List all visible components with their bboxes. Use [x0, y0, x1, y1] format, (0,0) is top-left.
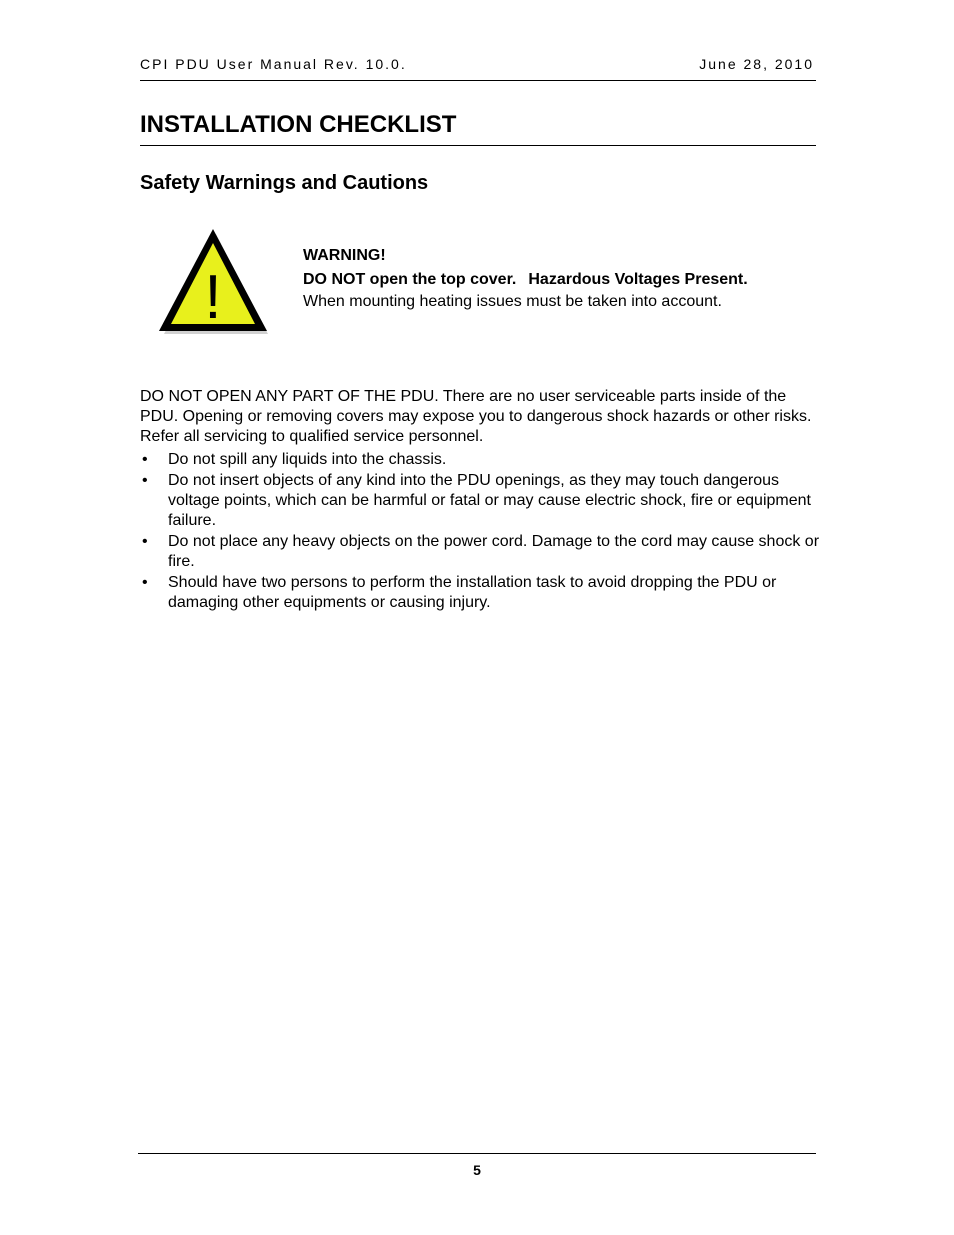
warning-top-cover: DO NOT open the top cover.	[303, 271, 517, 288]
list-item-text: Should have two persons to perform the installation task to avoid dropping the PDU or damaging other equipments or causing injury.	[168, 574, 777, 611]
list-item-text: Do not insert objects of any kind into the PDU openings, as they may touch dangerous voltage points, which can be harmful or fatal or may cause electric shock, fire or equipment failure.	[168, 472, 811, 529]
bullet-glyph: •	[142, 451, 148, 468]
list-item-text: Do not spill any liquids into the chassis.	[168, 451, 447, 468]
list-item	[140, 450, 820, 470]
section-heading: Safety Warnings and Cautions	[140, 172, 429, 194]
warning-heading: WARNING!	[303, 247, 386, 264]
list-item	[140, 573, 820, 613]
list-item	[140, 532, 820, 572]
page-footer	[138, 1153, 816, 1178]
warning-heating-note: When mounting heating issues must be taken into account.	[303, 293, 722, 310]
safety-bullet-list	[140, 450, 820, 614]
warning-hazard-line	[303, 269, 748, 291]
list-item	[140, 471, 820, 531]
warning-triangle-icon	[155, 225, 271, 337]
page-number: 5	[473, 1162, 481, 1178]
bullet-glyph: •	[142, 533, 148, 550]
header-date: June 28, 2010	[699, 56, 814, 72]
list-item-text: Do not place any heavy objects on the power cord. Damage to the cord may cause shock or fire.	[168, 533, 820, 570]
warning-exclamation-mark: !	[204, 263, 222, 332]
warning-hazardous-voltages: Hazardous Voltages Present.	[528, 271, 748, 288]
bullet-glyph: •	[142, 472, 148, 489]
header-document-title: CPI PDU User Manual Rev. 10.0.	[140, 56, 407, 72]
warning-text-block	[303, 245, 748, 313]
page-header	[140, 56, 816, 81]
page-title: INSTALLATION CHECKLIST	[140, 110, 816, 146]
bullet-glyph: •	[142, 574, 148, 591]
body-paragraph: DO NOT OPEN ANY PART OF THE PDU. There are no user serviceable parts inside of the PDU. Opening or removing covers may expose you to dangerous shock hazards or other risks. Refer all servicing to qualified service personnel.	[140, 388, 812, 445]
